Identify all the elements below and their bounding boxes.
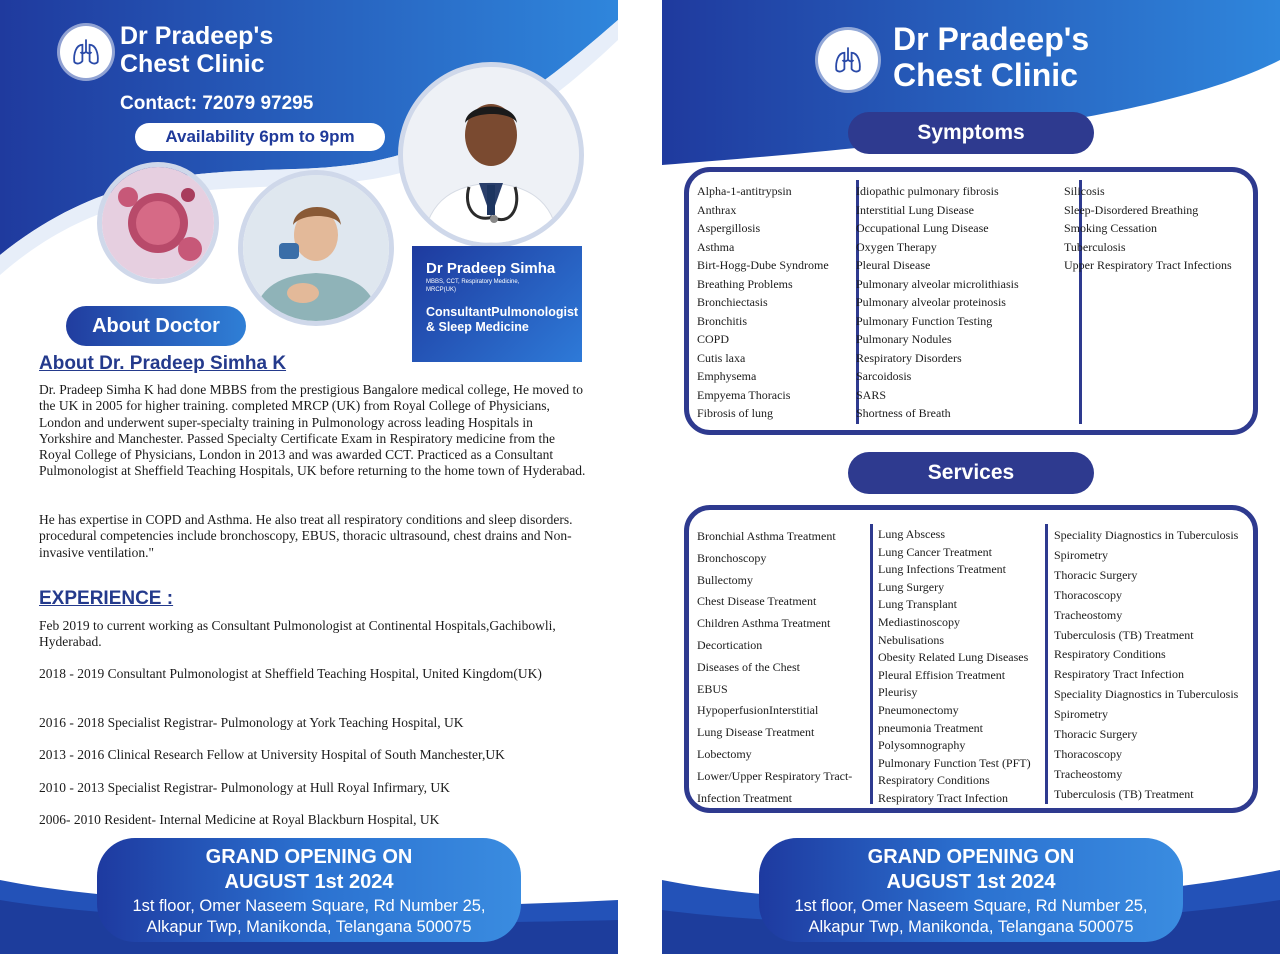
about-paragraph-2: He has expertise in COPD and Asthma. He also treat all respiratory conditions and sleep disorders. procedural competencies include bronchoscopy, EBUS, thoracic ultrasound, chest drains and Non-invasive ventilation." — [39, 512, 573, 560]
service-item: EBUS — [697, 681, 728, 696]
patient-photo — [238, 170, 394, 326]
symptom-item: Emphysema — [697, 369, 757, 383]
service-item: Bronchial Asthma Treatment — [697, 529, 836, 543]
experience-item: 2006- 2010 Resident- Internal Medicine at Royal Blackburn Hospital, UK — [39, 812, 440, 827]
symptom-item: Occupational Lung Disease — [856, 221, 989, 235]
service-item: Lung Infections Treatment — [878, 562, 1006, 577]
service-item: Tuberculosis (TB) Treatment — [1054, 786, 1194, 801]
symptom-item: Bronchitis — [697, 313, 747, 328]
service-item: Lung Transplant — [878, 597, 958, 612]
symptom-item: Silicosis — [1064, 184, 1105, 198]
symptom-item: Sarcoidosis — [856, 369, 912, 383]
symptom-item: Breathing Problems — [697, 276, 793, 291]
badge-role: ConsultantPulmonologist & Sleep Medicine — [426, 304, 579, 335]
service-item: Lung Abscess — [878, 527, 945, 541]
symptom-item: SARS — [856, 387, 887, 402]
service-item: Decortication — [697, 637, 763, 652]
experience-item: 2013 - 2016 Clinical Research Fellow at University Hospital of South Manchester,UK — [39, 747, 505, 762]
clinic-name — [120, 22, 273, 78]
column-divider — [870, 524, 873, 804]
service-item: Speciality Diagnostics in Tuberculosis — [1054, 528, 1239, 542]
symptom-item: Shortness of Breath — [856, 406, 951, 420]
service-item: HypoperfusionInterstitial — [697, 703, 819, 718]
service-item: Thoracoscopy — [1054, 746, 1122, 761]
symptom-item: Respiratory Disorders — [856, 350, 962, 365]
service-item: Speciality Diagnostics in Tuberculosis — [1054, 687, 1239, 702]
service-item: Lower/Upper Respiratory Tract- — [697, 768, 853, 783]
service-item: Thoracic Surgery — [1054, 727, 1138, 742]
clinic-name-line2: Chest Clinic — [120, 50, 265, 78]
clinic-name — [893, 22, 1089, 94]
symptom-item: Asthma — [697, 239, 735, 254]
about-heading: About Dr. Pradeep Simha K — [39, 353, 287, 374]
front-page — [0, 0, 618, 954]
symptoms-box — [684, 167, 1258, 435]
lungs-icon — [68, 34, 104, 70]
virus-photo — [97, 162, 219, 284]
about-paragraph-1: Dr. Pradeep Simha K had done MBBS from the prestigious Bangalore medical college, He moved to the UK in 2005 for higher training. completed MRCP (UK) from Royal College of Physicians, London and underwent super-specialty training in Pulmonology across leading Hospitals in Yorkshire and Manchester. Passed Specialty Certificate Exam in Respiratory medicine from the Royal College of Physicians, London in 2013 and was awarded CCT. Practiced as a Consultant Pulmonologist at Sheffield Teaching Hospitals, UK before returning to the home town of Hyderabad. — [39, 382, 586, 479]
service-item: Chest Disease Treatment — [697, 594, 817, 609]
experience-item: 2010 - 2013 Specialist Registrar- Pulmonology at Hull Royal Infirmary, UK — [39, 780, 450, 795]
service-item: Pleural Effision Treatment — [878, 667, 1006, 682]
symptoms-pill: Symptoms — [848, 112, 1094, 154]
symptom-item: Aspergillosis — [697, 221, 761, 235]
grand-opening-date: AUGUST 1st 2024 — [224, 871, 394, 893]
service-item: Tracheostomy — [1054, 766, 1123, 781]
symptom-item: Tuberculosis — [1064, 239, 1126, 254]
service-item: Lung Disease Treatment — [697, 725, 815, 740]
address-line1: 1st floor, Omer Naseem Square, Rd Number 25, — [794, 897, 1148, 915]
service-item: Spirometry — [1054, 707, 1108, 722]
symptom-item: Smoking Cessation — [1064, 221, 1158, 235]
service-item: Tracheostomy — [1054, 607, 1123, 622]
symptom-item: Anthrax — [697, 202, 737, 217]
grand-opening-banner — [759, 838, 1183, 942]
service-item: Respiratory Conditions — [878, 773, 990, 788]
service-item: Polysomnography — [878, 738, 966, 753]
service-item: Lung Surgery — [878, 579, 945, 594]
services-box — [684, 505, 1258, 813]
column-divider — [1045, 524, 1048, 804]
clinic-name-line1: Dr Pradeep's — [893, 21, 1090, 57]
service-item: Respiratory Conditions — [1054, 647, 1166, 662]
clinic-name-line1: Dr Pradeep's — [120, 22, 274, 50]
symptom-item: Fibrosis of lung — [697, 406, 774, 420]
back-page — [662, 0, 1280, 954]
services-column-1 — [697, 526, 852, 809]
symptoms-column-3 — [1064, 182, 1232, 275]
service-item: Respiratory Tract Infection — [1054, 667, 1184, 682]
service-item: Mediastinoscopy — [878, 614, 960, 629]
symptom-item: Upper Respiratory Tract Infections — [1064, 258, 1232, 272]
clinic-name-line2: Chest Clinic — [893, 56, 1078, 93]
symptom-item: Idiopathic pulmonary fibrosis — [856, 184, 999, 198]
symptom-item: Pulmonary Nodules — [856, 332, 952, 346]
page-gutter — [618, 0, 662, 954]
service-item: Bronchoscopy — [697, 550, 767, 565]
service-item: Pleurisy — [878, 685, 918, 700]
address-line2: Alkapur Twp, Manikonda, Telangana 500075 — [146, 918, 472, 936]
service-item: pneumonia Treatment — [878, 720, 983, 735]
service-item: Tuberculosis (TB) Treatment — [1054, 627, 1194, 642]
service-item: Lobectomy — [697, 746, 752, 761]
symptom-item: Pulmonary alveolar proteinosis — [856, 295, 1006, 309]
service-item: Infection Treatment — [697, 790, 792, 805]
service-item: Thoracic Surgery — [1054, 567, 1138, 582]
service-item: Diseases of the Chest — [697, 659, 800, 674]
service-item: Obesity Related Lung Diseases — [878, 650, 1029, 665]
experience-heading: EXPERIENCE : — [39, 588, 174, 609]
symptoms-column-2 — [856, 182, 1019, 423]
symptom-item: Cutis laxa — [697, 350, 746, 365]
doctor-badge — [412, 246, 582, 362]
address-line1: 1st floor, Omer Naseem Square, Rd Number 25, — [132, 897, 486, 915]
experience-item: 2018 - 2019 Consultant Pulmonologist at Sheffield Teaching Hospital, United Kingdom(UK) — [39, 666, 542, 681]
service-item: Pneumonectomy — [878, 702, 959, 717]
symptom-item: Empyema Thoracis — [697, 387, 791, 402]
service-item: Spirometry — [1054, 547, 1108, 562]
services-column-2 — [878, 526, 1031, 808]
symptom-item: Interstitial Lung Disease — [856, 202, 974, 217]
experience-item: 2016 - 2018 Specialist Registrar- Pulmonology at York Teaching Hospital, UK — [39, 715, 464, 730]
service-item: Lung Cancer Treatment — [878, 544, 992, 559]
services-pill: Services — [848, 452, 1094, 494]
availability-banner: Availability 6pm to 9pm — [135, 123, 385, 151]
badge-doctor-name: Dr Pradeep Simha — [426, 260, 556, 277]
symptoms-column-1 — [697, 182, 829, 423]
symptom-item: Oxygen Therapy — [856, 239, 937, 254]
badge-qualifications: MBBS, CCT, Respiratory Medicine, MRCP(UK) — [426, 279, 520, 293]
service-item: Respiratory Tract Infection — [878, 790, 1008, 805]
service-item: Nebulisations — [878, 632, 944, 647]
symptom-item: Birt-Hogg-Dube Syndrome — [697, 258, 829, 272]
service-item: Pulmonary Function Test (PFT) — [878, 755, 1031, 770]
clinic-logo — [60, 26, 112, 78]
symptom-item: Alpha-1-antitrypsin — [697, 184, 792, 198]
service-item: Thoracoscopy — [1054, 587, 1122, 602]
service-item: Bullectomy — [697, 572, 753, 587]
grand-opening-banner — [97, 838, 521, 942]
service-item: Children Asthma Treatment — [697, 616, 831, 631]
doctor-photo — [398, 62, 584, 248]
clinic-logo — [818, 30, 878, 90]
symptom-item: COPD — [697, 332, 730, 346]
grand-opening-line1: GRAND OPENING ON — [867, 846, 1075, 868]
grand-opening-line1: GRAND OPENING ON — [205, 846, 413, 868]
symptom-item: Pulmonary alveolar microlithiasis — [856, 276, 1019, 291]
contact-number: Contact: 72079 97295 — [120, 93, 314, 114]
experience-item: Feb 2019 to current working as Consultant Pulmonologist at Continental Hospitals,Gachibowli, Hyderabad. — [39, 618, 556, 650]
symptom-item: Pleural Disease — [856, 258, 931, 272]
address-line2: Alkapur Twp, Manikonda, Telangana 500075 — [808, 918, 1134, 936]
symptom-item: Sleep-Disordered Breathing — [1064, 202, 1199, 217]
symptom-item: Pulmonary Function Testing — [856, 313, 993, 328]
symptom-item: Bronchiectasis — [697, 295, 768, 309]
services-column-3 — [1054, 526, 1238, 805]
grand-opening-date: AUGUST 1st 2024 — [886, 871, 1056, 893]
lungs-icon — [830, 42, 866, 78]
about-doctor-pill: About Doctor — [66, 306, 246, 346]
